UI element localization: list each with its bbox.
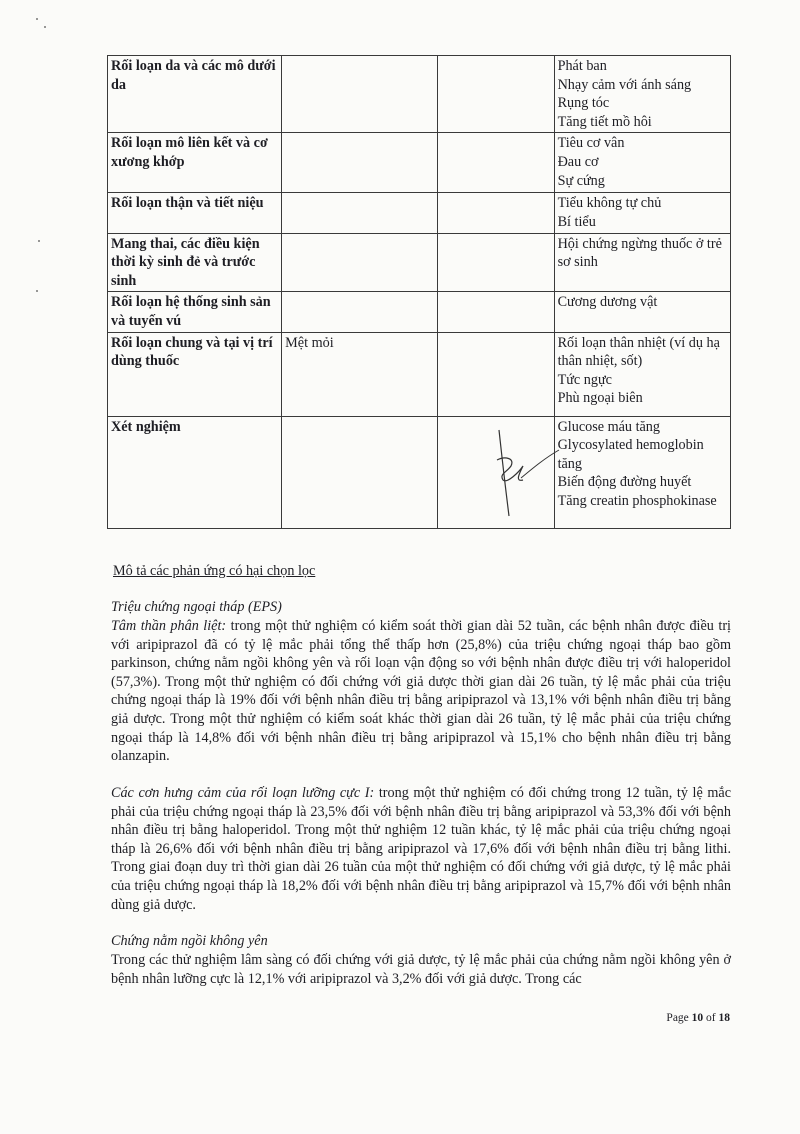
organ-class-cell: Xét nghiệm [108, 416, 282, 528]
scan-speck [36, 18, 38, 20]
reaction-list-cell [554, 56, 730, 133]
reaction-item: Tăng creatin phosphokinase [557, 492, 717, 509]
organ-class-cell: Rối loạn da và các mô dưới da [108, 56, 282, 133]
table-row [108, 193, 731, 233]
frequency-cell [282, 133, 438, 193]
schizophrenia-text: trong một thử nghiệm có kiểm soát thời gian dài 52 tuần, các bệnh nhân được điều trị với aripiprazol đã có tỷ lệ mắc phải tổng thể thấp hơn (25,8%) của triệu chứng ngoại tháp bao gồm parkinson, chứng nằm ngồi không yên và rối loạn vận động so với bệnh nhân được điều trị với haloperidol (57,3%). Trong một thử nghiệm có đối chứng với giả dược thời gian dài 26 tuần, tỷ lệ mắc phải của triệu chứng ngoại tháp là 19% đối với bệnh nhân điều trị bằng aripiprazol và 13,1% với bệnh nhân điều trị bằng giả dược. Trong một thử nghiệm có kiểm soát khác thời gian dài 26 tuần, tỷ lệ mắc phải của triệu chứng ngoại tháp là 14,8% đối với bệnh nhân điều trị bằng aripiprazol và 15,1% cho bệnh nhân điều trị bằng olanzapin. [111, 618, 731, 765]
reaction-list-cell [554, 193, 730, 233]
frequency-cell [438, 332, 554, 416]
frequency-cell [438, 233, 554, 292]
bipolar-text: trong một thử nghiệm có đối chứng trong 12 tuần, tỷ lệ mắc phải của triệu chứng ngoại tháp là 23,5% đối với bệnh nhân điều trị bằng aripiprazol và 53,3% đối với bệnh nhân điều trị bằng haloperidol. Trong một thử nghiệm 12 tuần khác, tỷ lệ mắc phải của triệu chứng ngoại tháp là 26,6% đối với bệnh nhân điều trị bằng aripiprazol và 17,6% đối với bệnh nhân điều trị bằng lithi. Trong giai đoạn duy trì thời gian dài 26 tuần của một thử nghiệm có đối chứng với giả dược, tỷ lệ mắc phải của triệu chứng ngoại tháp là 18,2% đối với bệnh nhân điều trị bằng aripiprazol và 15,7% đối với bệnh nhân dùng giả dược. [111, 785, 731, 913]
akathisia-paragraph: Trong các thử nghiệm lâm sàng có đối chứng với giả dược, tỷ lệ mắc phải của chứng nằm ngồi không yên ở bệnh nhân lưỡng cực là 12,1% với aripiprazol và 3,2% đối với giả dược. Trong các [111, 952, 731, 987]
reaction-item: Đau cơ [557, 153, 599, 170]
schizophrenia-label: Tâm thần phân liệt: [111, 618, 227, 634]
table-row [108, 292, 731, 332]
table-body [108, 56, 731, 529]
signature-mark [485, 428, 565, 518]
organ-class-cell: Mang thai, các điều kiện thời kỳ sinh đẻ và trước sinh [108, 233, 282, 292]
reaction-list-cell [554, 332, 730, 416]
frequency-cell [282, 416, 438, 528]
frequency-cell [438, 292, 554, 332]
bipolar-label: Các cơn hưng cảm của rối loạn lưỡng cực I: [111, 785, 375, 801]
reaction-item: Rụng tóc [557, 95, 610, 112]
page-footer: Page 10 of 18 [666, 1012, 730, 1024]
reaction-item: Tiêu cơ vân [557, 135, 625, 152]
reaction-item: Phù ngoại biên [557, 390, 643, 407]
scan-speck [38, 240, 40, 242]
eps-title: Triệu chứng ngoại tháp (EPS) [111, 599, 282, 615]
reaction-list-cell [554, 133, 730, 193]
organ-class-cell: Rối loạn chung và tại vị trí dùng thuốc [108, 332, 282, 416]
adverse-reactions-table [107, 55, 731, 529]
scan-speck [44, 26, 46, 28]
frequency-cell [438, 56, 554, 133]
table-row [108, 233, 731, 292]
reaction-item: Tức ngực [557, 371, 612, 388]
reaction-item: Phát ban [557, 58, 607, 74]
frequency-cell [282, 292, 438, 332]
section-heading: Mô tả các phản ứng có hại chọn lọc [113, 563, 316, 579]
frequency-cell [282, 193, 438, 233]
frequency-cell [282, 233, 438, 292]
reaction-item: Glucose máu tăng [557, 418, 660, 435]
reaction-item: Sự cứng [557, 172, 605, 189]
reaction-item: Biến động đường huyết [557, 474, 692, 491]
organ-class-cell: Rối loạn thận và tiết niệu [108, 193, 282, 233]
reaction-item: Hội chứng ngừng thuốc ở trẻ sơ sinh [557, 235, 722, 271]
akathisia-title: Chứng nằm ngồi không yên [111, 933, 268, 949]
table-row [108, 133, 731, 193]
table-row [108, 56, 731, 133]
bipolar-paragraph [111, 784, 731, 914]
reaction-list-cell [554, 233, 730, 292]
organ-class-cell: Rối loạn mô liên kết và cơ xương khớp [108, 133, 282, 193]
frequency-cell [438, 133, 554, 193]
reaction-item: Bí tiểu [557, 213, 596, 230]
table-row [108, 332, 731, 416]
reaction-item: Glycosylated hemoglobin tăng [557, 437, 704, 472]
reaction-item: Nhạy cảm với ánh sáng [557, 76, 692, 93]
reaction-item: Tăng tiết mồ hôi [557, 113, 652, 130]
reaction-list-cell [554, 292, 730, 332]
reaction-item: Cương dương vật [557, 294, 658, 311]
reaction-list-cell [554, 416, 730, 528]
frequency-cell: Mệt mỏi [282, 332, 438, 416]
reaction-item: Tiểu không tự chủ [557, 195, 662, 212]
scan-speck [36, 290, 38, 292]
organ-class-cell: Rối loạn hệ thống sinh sản và tuyến vú [108, 292, 282, 332]
reaction-item: Rối loạn thân nhiệt (ví dụ hạ thân nhiệt, sốt) [557, 334, 720, 370]
frequency-cell [282, 56, 438, 133]
frequency-cell [438, 193, 554, 233]
table-row [108, 416, 731, 528]
schizophrenia-paragraph [111, 617, 731, 766]
